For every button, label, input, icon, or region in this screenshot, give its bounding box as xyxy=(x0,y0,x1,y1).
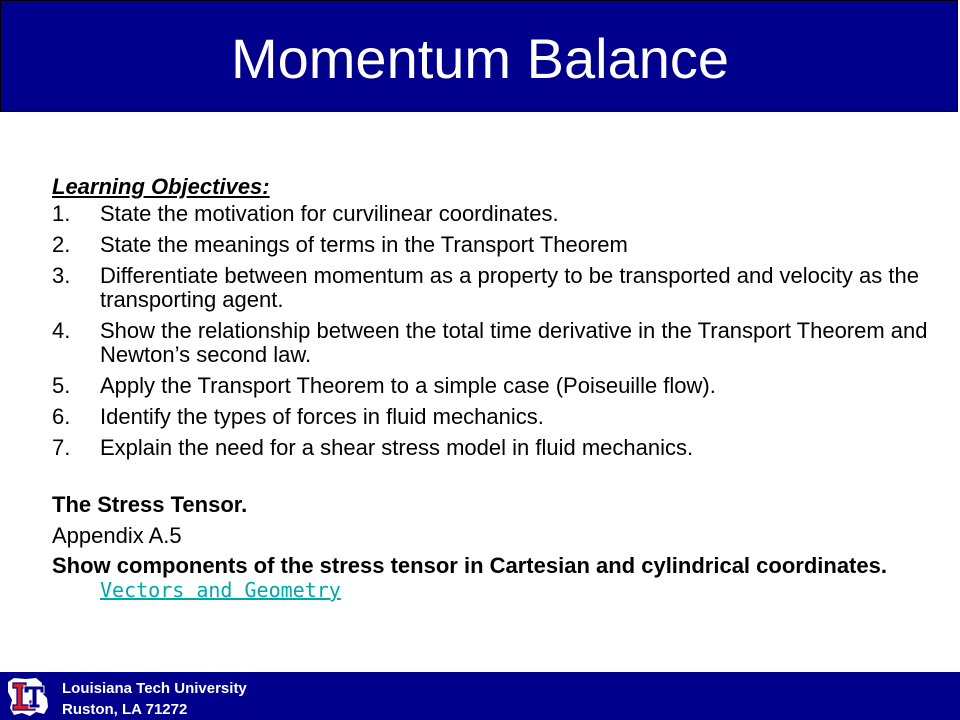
university-name: Louisiana Tech University xyxy=(62,680,247,697)
footer-bar xyxy=(0,672,960,720)
objective-item xyxy=(52,202,932,226)
objective-number: 6. xyxy=(52,404,71,429)
stress-components-instruction xyxy=(52,554,932,602)
slide-title: Momentum Balance xyxy=(230,27,729,90)
objective-text: Show the relationship between the total time derivative in the Transport Theorem and Newton’s second law. xyxy=(100,318,928,367)
objective-text: State the meanings of terms in the Transport Theorem xyxy=(100,232,628,257)
louisiana-tech-logo-icon xyxy=(6,674,50,718)
objective-text: Explain the need for a shear stress model in fluid mechanics. xyxy=(100,435,694,460)
objective-number: 1. xyxy=(52,201,71,226)
objective-text: State the motivation for curvilinear coordinates. xyxy=(100,201,559,226)
objectives-heading: Learning Objectives: xyxy=(52,174,270,199)
objective-text: Identify the types of forces in fluid mechanics. xyxy=(100,404,544,429)
title-bar xyxy=(0,0,958,112)
objective-number: 4. xyxy=(52,318,71,343)
slide-content xyxy=(52,171,932,602)
objective-number: 5. xyxy=(52,373,71,398)
objective-item xyxy=(52,319,932,367)
objective-text: Differentiate between momentum as a property to be transported and velocity as the transporting agent. xyxy=(100,263,919,312)
objective-item xyxy=(52,436,932,460)
objective-item xyxy=(52,374,932,398)
stress-tensor-heading: The Stress Tensor. xyxy=(52,492,248,517)
instruction-text: Show components of the stress tensor in Cartesian and cylindrical coordinates. xyxy=(52,553,887,578)
objective-item xyxy=(52,264,932,312)
objective-number: 2. xyxy=(52,232,71,257)
objective-number: 3. xyxy=(52,263,71,288)
objective-item xyxy=(52,233,932,257)
university-address: Ruston, LA 71272 xyxy=(62,701,188,718)
appendix-reference: Appendix A.5 xyxy=(52,523,182,548)
objective-number: 7. xyxy=(52,435,71,460)
footer-text xyxy=(62,678,247,720)
objectives-list xyxy=(52,202,932,460)
objective-item xyxy=(52,405,932,429)
vectors-geometry-link[interactable]: Vectors and Geometry xyxy=(100,578,341,602)
spacer xyxy=(52,467,932,489)
objective-text: Apply the Transport Theorem to a simple case (Poiseuille flow). xyxy=(100,373,716,398)
